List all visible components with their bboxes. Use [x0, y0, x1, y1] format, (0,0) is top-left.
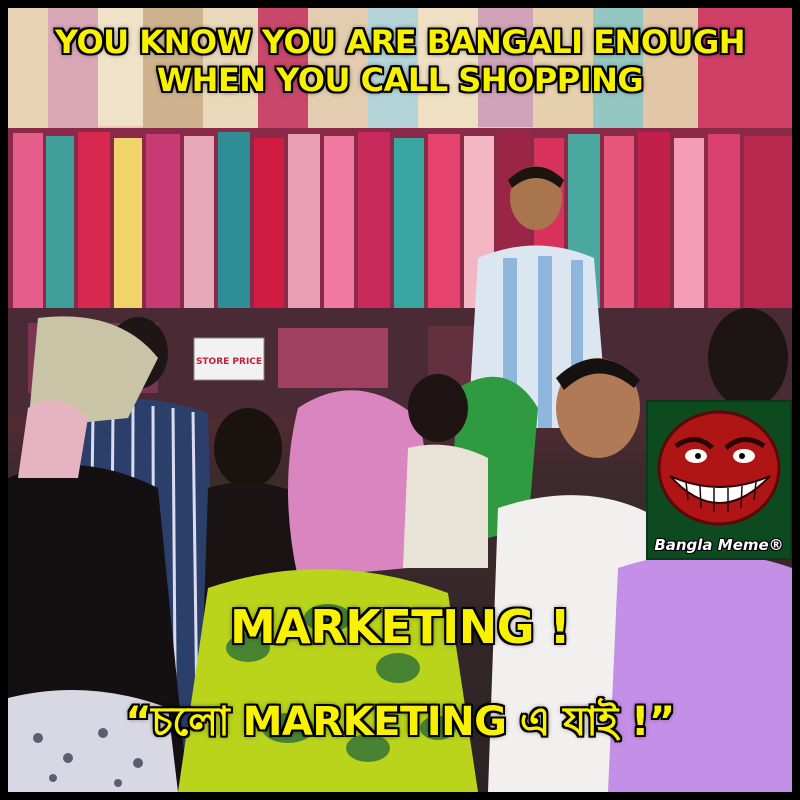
top-caption-line-2: WHEN YOU CALL SHOPPING: [156, 61, 644, 99]
price-sign-text: STORE PRICE: [195, 357, 263, 367]
logo-text: Bangla Meme®: [654, 536, 784, 554]
top-caption-line-1: YOU KNOW YOU ARE BANGALI ENOUGH: [54, 23, 746, 61]
price-sign: [194, 338, 264, 380]
bottom-caption-bengali-start: “চলো: [125, 699, 230, 745]
middle-caption: MARKETING !: [229, 600, 571, 654]
bottom-caption-english: MARKETING: [242, 699, 507, 745]
bottom-caption-bengali-end: এ যাই !”: [519, 699, 675, 745]
bangla-meme-logo: [646, 400, 792, 560]
troll-face-icon: [648, 402, 790, 532]
bottom-caption: [0, 698, 800, 746]
